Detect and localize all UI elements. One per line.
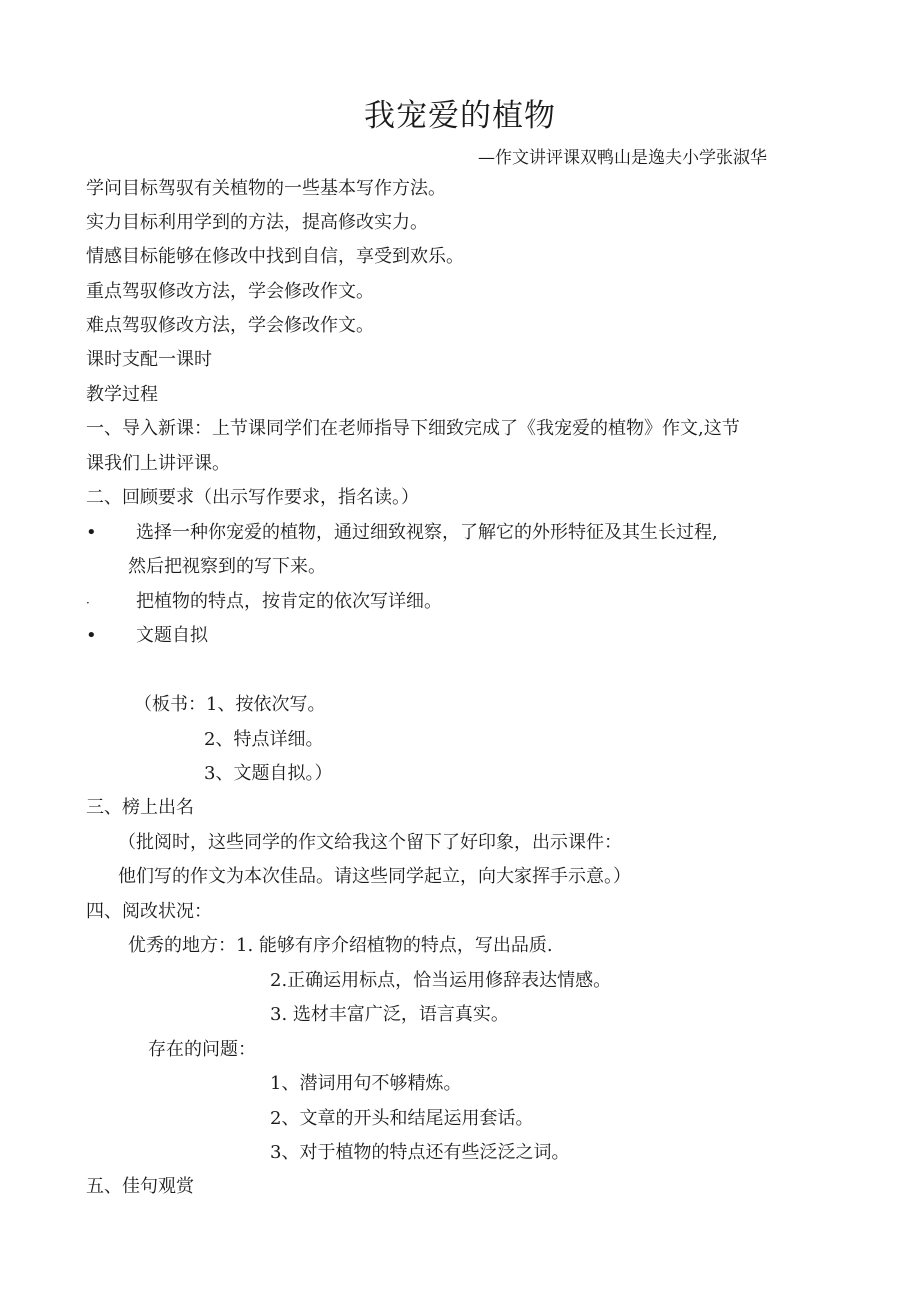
document-title: 我宠爱的植物	[364, 98, 556, 134]
requirement-3: 文题自拟	[136, 625, 208, 646]
step3-heading: 三、榜上出名	[86, 797, 194, 818]
problem-2: 2、文章的开头和结尾运用套话。	[270, 1108, 534, 1129]
problems-heading: 存在的问题：	[148, 1039, 256, 1060]
requirement-1-line1: 选择一种你宠爱的植物，通过细致视察，了解它的外形特征及其生长过程,	[136, 522, 718, 543]
step2-heading: 二、回顾要求（出示写作要求，指名读。）	[86, 487, 419, 508]
step5-heading: 五、佳句观赏	[86, 1176, 194, 1197]
requirement-2: 把植物的特点，按肯定的依次写详细。	[136, 591, 442, 612]
board-note-3: 3、文题自拟。）	[204, 763, 333, 784]
document-byline: —作文讲评课双鸭山是逸夫小学张淑华	[478, 148, 767, 168]
goal-knowledge: 学问目标驾驭有关植物的一些基本写作方法。	[86, 178, 446, 199]
good-point-3: 3. 选材丰富广泛，语言真实。	[270, 1004, 509, 1025]
process-heading: 教学过程	[86, 384, 158, 405]
good-point-2: 2.正确运用标点，恰当运用修辞表达情感。	[270, 970, 612, 991]
problem-1: 1、潜词用句不够精炼。	[270, 1073, 462, 1094]
step4-heading: 四、阅改状况：	[86, 901, 212, 922]
requirement-1-line2: 然后把视察到的写下来。	[128, 556, 326, 577]
bullet-2: ·	[86, 596, 90, 610]
key-point: 重点驾驭修改方法，学会修改作文。	[86, 281, 374, 302]
step3-line1: （批阅时，这些同学的作文给我这个留下了好印象，出示课件：	[118, 832, 622, 853]
goal-emotion: 情感目标能够在修改中找到自信，享受到欢乐。	[86, 246, 464, 267]
problem-3: 3、对于植物的特点还有些泛泛之词。	[270, 1142, 570, 1163]
bullet-3: •	[86, 625, 97, 646]
good-point-1: 优秀的地方：1. 能够有序介绍植物的特点，写出品质.	[128, 935, 553, 956]
goal-ability: 实力目标利用学到的方法，提高修改实力。	[86, 212, 428, 233]
difficult-point: 难点驾驭修改方法，学会修改作文。	[86, 315, 374, 336]
step1-line2: 课我们上讲评课。	[86, 453, 230, 474]
step3-line2: 他们写的作文为本次佳品。请这些同学起立，向大家挥手示意。）	[118, 866, 631, 887]
board-note-1: （板书：1、按依次写。	[134, 694, 326, 715]
board-note-2: 2、特点详细。	[204, 729, 324, 750]
class-hours: 课时支配一课时	[86, 349, 212, 370]
bullet-1: •	[86, 522, 97, 543]
step1-line1: 一、导入新课：上节课同学们在老师指导下细致完成了《我宠爱的植物》作文,这节	[86, 418, 740, 439]
